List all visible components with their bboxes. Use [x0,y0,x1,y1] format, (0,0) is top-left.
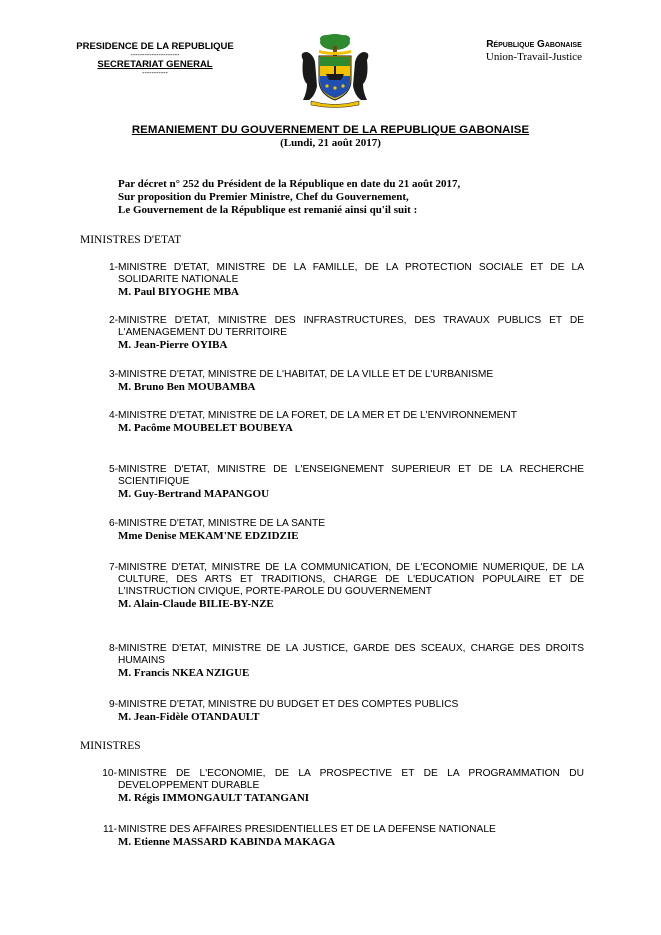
item-post: MINISTRE D'ETAT, MINISTRE DE L'ENSEIGNEMENT SUPERIEUR ET DE LA RECHERCHE SCIENTIFIQUE [118,464,584,487]
item-number: 4- [108,410,118,421]
item-minister: M. Régis IMMONGAULT TATANGANI [118,792,310,804]
item-post: MINISTRE D'ETAT, MINISTRE DE L'HABITAT, DE LA VILLE ET DE L'URBANISME [118,369,494,380]
header-right [444,38,624,64]
document-date: (Lundi, 21 août 2017) [280,137,381,149]
item-minister: M. Pacôme MOUBELET BOUBEYA [118,422,293,434]
item-number: 1- [108,262,118,273]
header-divider: ----------- [142,70,168,77]
preamble-line: Le Gouvernement de la République est remanié ainsi qu'il suit : [118,204,418,216]
section-ministres: MINISTRES [80,740,141,752]
item-minister: M. Francis NKEA NZIGUE [118,667,250,679]
item-minister: M. Paul BIYOGHE MBA [118,286,240,298]
item-number: 6- [108,518,118,529]
item-number: 7- [108,562,118,573]
item-minister: M. Alain-Claude BILIE-BY-NZE [118,598,274,610]
item-minister: M. Bruno Ben MOUBAMBA [118,381,256,393]
item-post: MINISTRE D'ETAT, MINISTRE DE LA SANTE [118,518,326,529]
item-post: MINISTRE D'ETAT, MINISTRE DE LA FORET, DE LA MER ET DE L'ENVIRONNEMENT [118,410,517,421]
item-post: MINISTRE D'ETAT, MINISTRE DE LA COMMUNICATION, DE L'ECONOMIE NUMERIQUE, DE LA CULTURE, DES ARTS ET TRADITIONS, CHARGE DE L'EDUCATION POPULAIRE ET DE L'INSTRUCTION CIVIQUE, PORTE-PAROLE DU GOUVERNEMENT [118,562,584,597]
item-post: MINISTRE D'ETAT, MINISTRE DE LA JUSTICE, GARDE DES SCEAUX, CHARGE DES DROITS HUMAINS [118,643,584,666]
item-number: 10- [102,768,117,779]
secretariat-label: SECRETARIAT GENERAL [97,59,213,70]
item-number: 8- [108,643,118,654]
section-ministres-etat: MINISTRES D'ETAT [80,234,182,246]
document-title: REMANIEMENT DU GOUVERNEMENT DE LA REPUBLIQUE GABONAISE [131,124,530,136]
item-post: MINISTRE D'ETAT, MINISTRE DE LA FAMILLE, DE LA PROTECTION SOCIALE ET DE LA SOLIDARITE NATIONALE [118,262,584,285]
item-number: 9- [108,699,118,710]
preamble-line: Sur proposition du Premier Ministre, Chef du Gouvernement, [118,191,409,203]
republic-label: République Gabonaise [486,39,582,50]
gabon-coat-of-arms-icon [293,30,377,110]
item-minister: M. Jean-Pierre OYIBA [118,339,228,351]
item-post: MINISTRE DE L'ECONOMIE, DE LA PROSPECTIVE ET DE LA PROGRAMMATION DU DEVELOPPEMENT DURABLE [118,768,584,791]
preamble [118,178,588,217]
item-number: 5- [108,464,118,475]
item-post: MINISTRE D'ETAT, MINISTRE DES INFRASTRUCTURES, DES TRAVAUX PUBLICS ET DE L'AMENAGEMENT DU TERRITOIRE [118,315,584,338]
item-number: 3- [108,369,118,380]
item-post: MINISTRE D'ETAT, MINISTRE DU BUDGET ET DES COMPTES PUBLICS [118,699,459,710]
preamble-line: Par décret n° 252 du Président de la République en date du 21 août 2017, [118,178,461,190]
header-divider: --------------------- [130,52,180,59]
item-number: 2- [108,315,118,326]
presidence-label: PRESIDENCE DE LA REPUBLIQUE [76,41,234,52]
item-number: 11- [103,824,117,835]
item-minister: M. Guy-Bertrand MAPANGOU [118,488,270,500]
item-post: MINISTRE DES AFFAIRES PRESIDENTIELLES ET DE LA DEFENSE NATIONALE [118,824,496,835]
header-left [56,41,254,77]
item-minister: M. Etienne MASSARD KABINDA MAKAGA [118,836,336,848]
motto-label: Union-Travail-Justice [485,51,583,63]
item-minister: M. Jean-Fidèle OTANDAULT [118,711,260,723]
item-minister: Mme Denise MEKAM'NE EDZIDZIE [118,530,299,542]
